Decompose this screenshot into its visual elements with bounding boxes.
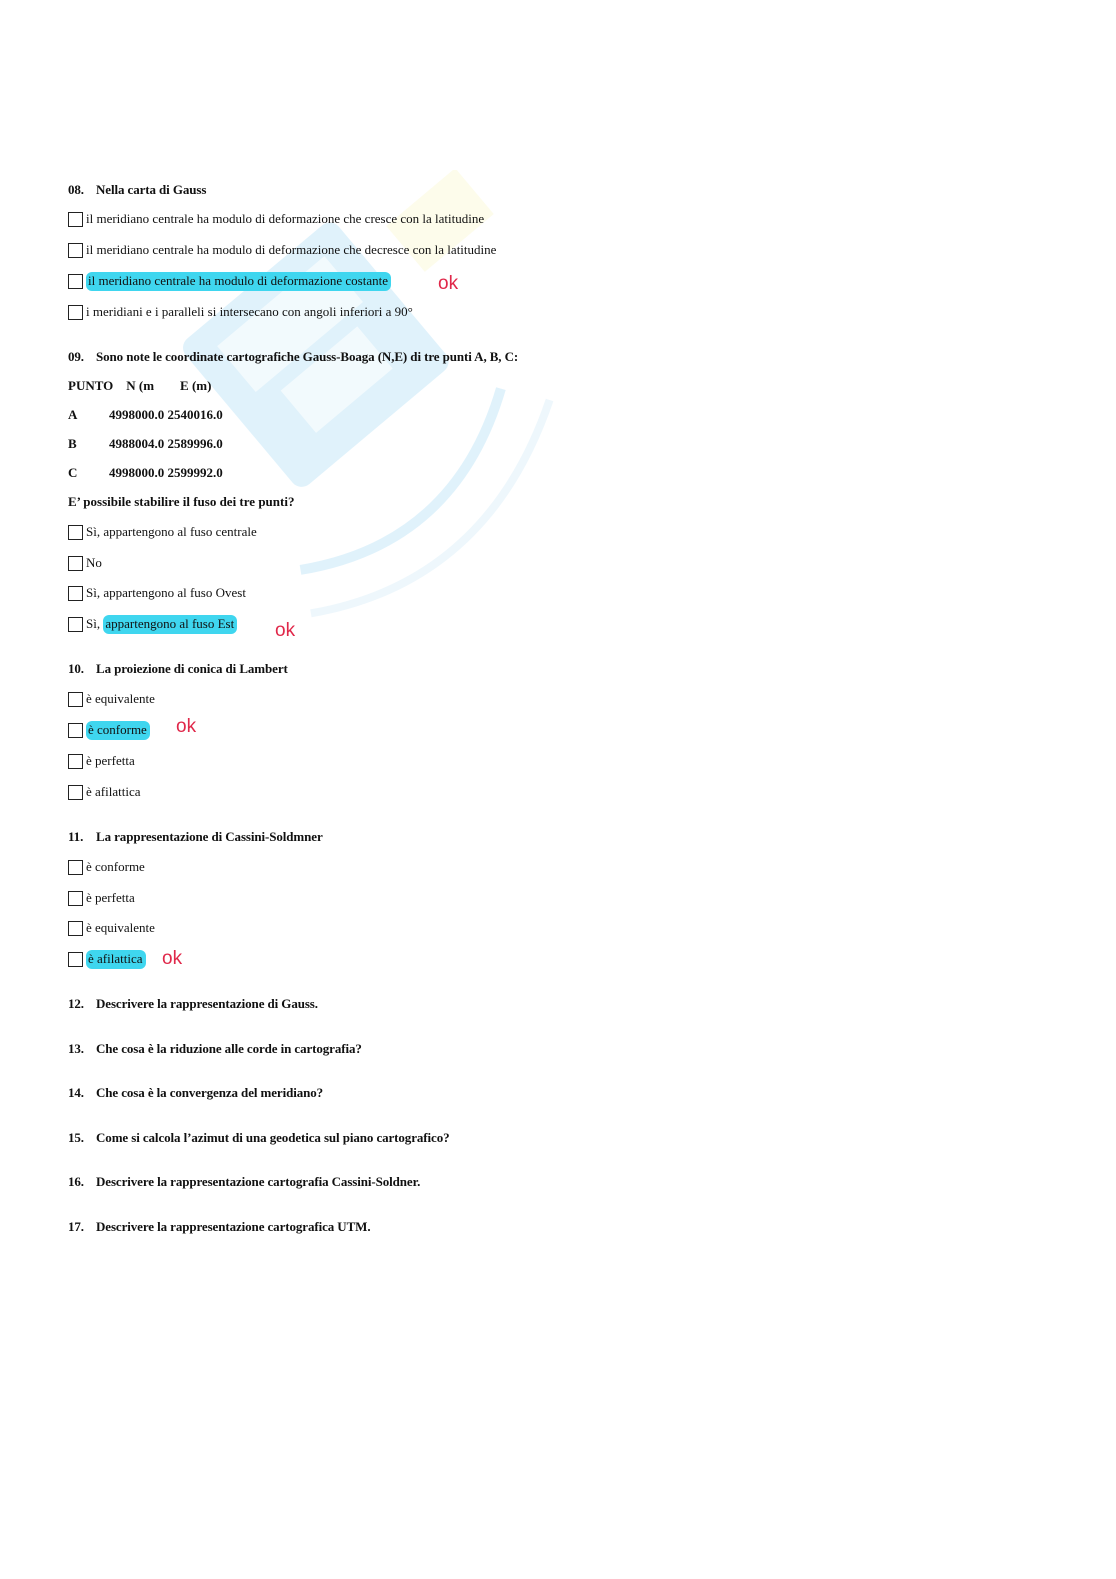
- table-row: [68, 465, 223, 481]
- option-label: il meridiano centrale ha modulo di deformazione che cresce con la latitudine: [86, 211, 485, 226]
- ok-mark: ok: [162, 948, 183, 969]
- q09-option-4[interactable]: [68, 614, 237, 634]
- q09-option-2[interactable]: [68, 553, 102, 573]
- q10-option-4[interactable]: [68, 782, 141, 802]
- option-label: Sì, appartengono al fuso Ovest: [86, 585, 246, 600]
- checkbox[interactable]: [68, 274, 83, 289]
- question-14-title: [68, 1085, 323, 1101]
- q11-option-1[interactable]: [68, 857, 145, 877]
- checkbox[interactable]: [68, 860, 83, 875]
- q09-option-3[interactable]: [68, 583, 246, 603]
- q08-option-3[interactable]: [68, 271, 391, 291]
- question-17-title: [68, 1219, 371, 1235]
- option-label-highlighted: appartengono al fuso Est: [103, 615, 237, 634]
- question-number: 13.: [68, 1041, 84, 1056]
- checkbox[interactable]: [68, 723, 83, 738]
- q08-option-1[interactable]: [68, 209, 484, 229]
- checkbox[interactable]: [68, 305, 83, 320]
- checkbox[interactable]: [68, 212, 83, 227]
- point-label: B: [68, 436, 77, 451]
- ok-mark: ok: [438, 273, 459, 294]
- checkbox[interactable]: [68, 525, 83, 540]
- ok-mark: ok: [176, 716, 197, 737]
- option-label: Sì, appartengono al fuso centrale: [86, 524, 257, 539]
- question-number: 15.: [68, 1130, 84, 1145]
- option-label: è afilattica: [86, 784, 141, 799]
- checkbox[interactable]: [68, 617, 83, 632]
- question-15-title: [68, 1130, 450, 1146]
- q08-option-2[interactable]: [68, 240, 496, 260]
- option-label-highlighted: il meridiano centrale ha modulo di deformazione costante: [86, 272, 391, 291]
- question-number: 16.: [68, 1174, 84, 1189]
- question-10-title: [68, 661, 288, 677]
- point-label: C: [68, 465, 78, 480]
- q11-option-2[interactable]: [68, 888, 135, 908]
- q08-option-4[interactable]: [68, 302, 413, 322]
- question-text: Sono note le coordinate cartografiche Gauss-Boaga (N,E) di tre punti A, B, C:: [96, 349, 519, 364]
- option-label: è perfetta: [86, 753, 135, 768]
- q11-option-4[interactable]: [68, 949, 146, 969]
- question-number: 14.: [68, 1085, 84, 1100]
- option-label: è conforme: [86, 859, 145, 874]
- checkbox[interactable]: [68, 921, 83, 936]
- q11-option-3[interactable]: [68, 918, 155, 938]
- question-text: Nella carta di Gauss: [96, 182, 207, 197]
- option-label: il meridiano centrale ha modulo di deformazione che decresce con la latitudine: [86, 242, 497, 257]
- question-text: Come si calcola l’azimut di una geodetica sul piano cartografico?: [96, 1130, 450, 1145]
- question-number: 09.: [68, 349, 84, 364]
- question-text: Descrivere la rappresentazione cartografica UTM.: [96, 1219, 371, 1234]
- question-text: Descrivere la rappresentazione di Gauss.: [96, 996, 318, 1011]
- question-16-title: [68, 1174, 420, 1190]
- checkbox[interactable]: [68, 952, 83, 967]
- question-text: Descrivere la rappresentazione cartografia Cassini-Soldner.: [96, 1174, 421, 1189]
- option-label: è equivalente: [86, 691, 155, 706]
- point-label: A: [68, 407, 78, 422]
- question-text: Che cosa è la convergenza del meridiano?: [96, 1085, 324, 1100]
- table-row: [68, 407, 223, 423]
- table-row: [68, 436, 223, 452]
- question-text: La rappresentazione di Cassini-Soldmner: [96, 829, 323, 844]
- option-label: è perfetta: [86, 890, 135, 905]
- question-13-title: [68, 1041, 362, 1057]
- question-09-subquestion: E’ possibile stabilire il fuso dei tre punti?: [68, 494, 295, 509]
- question-number: 11.: [68, 829, 84, 844]
- question-number: 17.: [68, 1219, 84, 1234]
- point-coordinates: 4998000.0 2599992.0: [109, 465, 223, 480]
- question-08-title: [68, 182, 206, 198]
- question-09-title: [68, 349, 518, 365]
- question-number: 08.: [68, 182, 84, 197]
- option-label: i meridiani e i paralleli si intersecano con angoli inferiori a 90°: [86, 304, 413, 319]
- checkbox[interactable]: [68, 243, 83, 258]
- q10-option-1[interactable]: [68, 689, 155, 709]
- q09-option-1[interactable]: [68, 522, 257, 542]
- point-coordinates: 4988004.0 2589996.0: [109, 436, 223, 451]
- question-text: La proiezione di conica di Lambert: [96, 661, 288, 676]
- checkbox[interactable]: [68, 692, 83, 707]
- option-label-prefix: Sì,: [86, 616, 101, 631]
- question-number: 12.: [68, 996, 84, 1011]
- checkbox[interactable]: [68, 891, 83, 906]
- point-coordinates: 4998000.0 2540016.0: [109, 407, 223, 422]
- question-number: 10.: [68, 661, 84, 676]
- checkbox[interactable]: [68, 586, 83, 601]
- option-label: No: [86, 555, 102, 570]
- question-11-title: [68, 829, 323, 845]
- ok-mark: ok: [275, 620, 296, 641]
- option-label-highlighted: è conforme: [86, 721, 150, 740]
- checkbox[interactable]: [68, 556, 83, 571]
- q10-option-2[interactable]: [68, 720, 150, 740]
- checkbox[interactable]: [68, 785, 83, 800]
- checkbox[interactable]: [68, 754, 83, 769]
- option-label: è equivalente: [86, 920, 155, 935]
- q10-option-3[interactable]: [68, 751, 135, 771]
- question-12-title: [68, 996, 318, 1012]
- coordinates-table-header: PUNTO N (m E (m): [68, 378, 212, 393]
- watermark-logo: [95, 170, 565, 620]
- question-text: Che cosa è la riduzione alle corde in cartografia?: [96, 1041, 362, 1056]
- option-label-highlighted: è afilattica: [86, 950, 146, 969]
